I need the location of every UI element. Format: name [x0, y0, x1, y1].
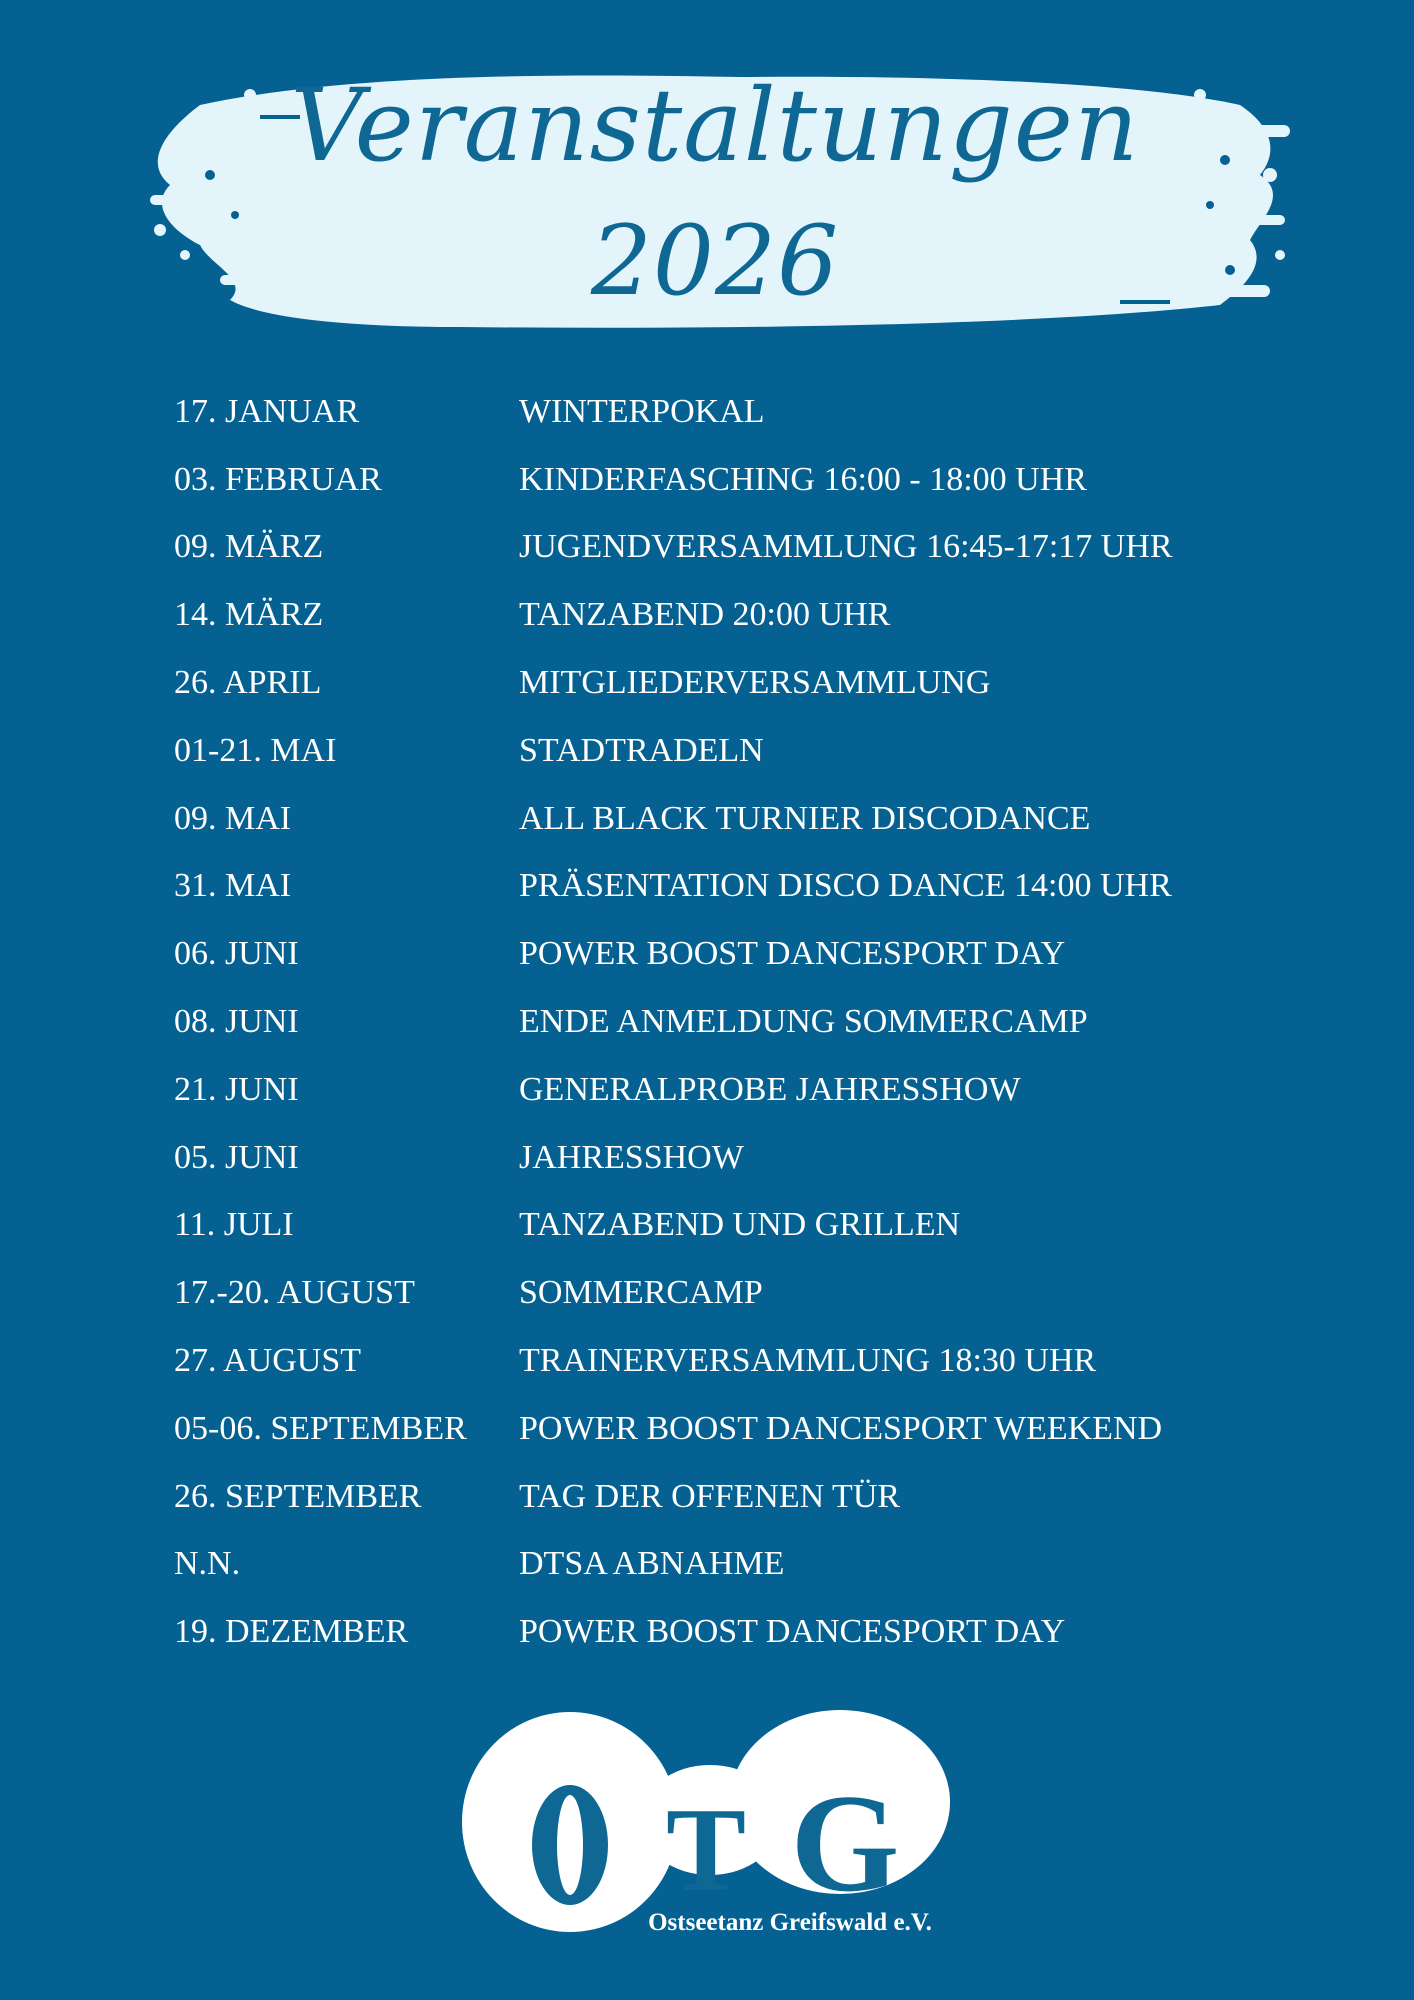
event-name: STADTRADELN	[519, 731, 764, 769]
event-row	[174, 988, 1284, 1056]
event-row	[174, 446, 1284, 514]
event-row	[174, 581, 1284, 649]
event-date: 08. JUNI	[174, 1003, 299, 1041]
logo-letter-t: T	[665, 1783, 747, 1916]
event-row	[174, 1124, 1284, 1192]
event-date: 26. APRIL	[174, 664, 322, 702]
event-row	[174, 1192, 1284, 1260]
event-date: 27. AUGUST	[174, 1342, 362, 1380]
event-name: JAHRESSHOW	[519, 1138, 744, 1176]
event-name: SOMMERCAMP	[519, 1274, 763, 1312]
event-row	[174, 920, 1284, 988]
event-date: 09. MAI	[174, 799, 292, 837]
event-name: MITGLIEDERVERSAMMLUNG	[519, 664, 991, 702]
event-name: TRAINERVERSAMMLUNG 18:30 UHR	[519, 1342, 1097, 1380]
event-row	[174, 1327, 1284, 1395]
club-name: Ostseetanz Greifswald e.V.	[648, 1909, 932, 1936]
event-row	[174, 1598, 1284, 1666]
event-name: JUGENDVERSAMMLUNG 16:45-17:17 UHR	[519, 528, 1173, 566]
event-date: 05. JUNI	[174, 1138, 299, 1176]
event-date: 21. JUNI	[174, 1070, 299, 1108]
event-row	[174, 1259, 1284, 1327]
event-row	[174, 1463, 1284, 1531]
event-name: ALL BLACK TURNIER DISCODANCE	[519, 799, 1091, 837]
event-row	[174, 717, 1284, 785]
event-row	[174, 1395, 1284, 1463]
event-date: 19. DEZEMBER	[174, 1613, 409, 1651]
event-name: POWER BOOST DANCESPORT WEEKEND	[519, 1409, 1163, 1447]
event-date: 31. MAI	[174, 867, 292, 905]
event-row	[174, 853, 1284, 921]
event-name: DTSA ABNAHME	[519, 1545, 785, 1583]
event-name: GENERALPROBE JAHRESSHOW	[519, 1070, 1021, 1108]
page-title: Veranstaltungen	[290, 67, 1140, 184]
event-date: 01-21. MAI	[174, 731, 337, 769]
event-date: 05-06. SEPTEMBER	[174, 1409, 467, 1447]
event-list	[174, 378, 1284, 1666]
event-name: PRÄSENTATION DISCO DANCE 14:00 UHR	[519, 867, 1172, 905]
event-row	[174, 378, 1284, 446]
club-logo	[460, 1700, 980, 1940]
event-name: WINTERPOKAL	[519, 392, 765, 430]
title-banner	[140, 55, 1290, 345]
event-row	[174, 1056, 1284, 1124]
event-date: 26. SEPTEMBER	[174, 1477, 422, 1515]
event-date: N.N.	[174, 1545, 241, 1583]
event-name: POWER BOOST DANCESPORT DAY	[519, 1613, 1066, 1651]
event-date: 09. MÄRZ	[174, 528, 324, 566]
event-date: 14. MÄRZ	[174, 596, 324, 634]
event-name: TANZABEND UND GRILLEN	[519, 1206, 961, 1244]
event-name: TANZABEND 20:00 UHR	[519, 596, 891, 634]
otg-logo-icon	[460, 1700, 980, 1940]
event-date: 17. JANUAR	[174, 392, 360, 430]
page-year: 2026	[590, 205, 840, 317]
event-name: ENDE ANMELDUNG SOMMERCAMP	[519, 1003, 1088, 1041]
event-name: KINDERFASCHING 16:00 - 18:00 UHR	[519, 460, 1087, 498]
event-name: TAG DER OFFENEN TÜR	[519, 1477, 901, 1515]
event-row	[174, 649, 1284, 717]
event-row	[174, 514, 1284, 582]
event-date: 11. JULI	[174, 1206, 294, 1244]
event-date: 03. FEBRUAR	[174, 460, 382, 498]
logo-letter-g: G	[790, 1766, 900, 1921]
event-date: 17.-20. AUGUST	[174, 1274, 415, 1312]
event-row	[174, 785, 1284, 853]
event-date: 06. JUNI	[174, 935, 299, 973]
event-name: POWER BOOST DANCESPORT DAY	[519, 935, 1066, 973]
event-row	[174, 1531, 1284, 1599]
